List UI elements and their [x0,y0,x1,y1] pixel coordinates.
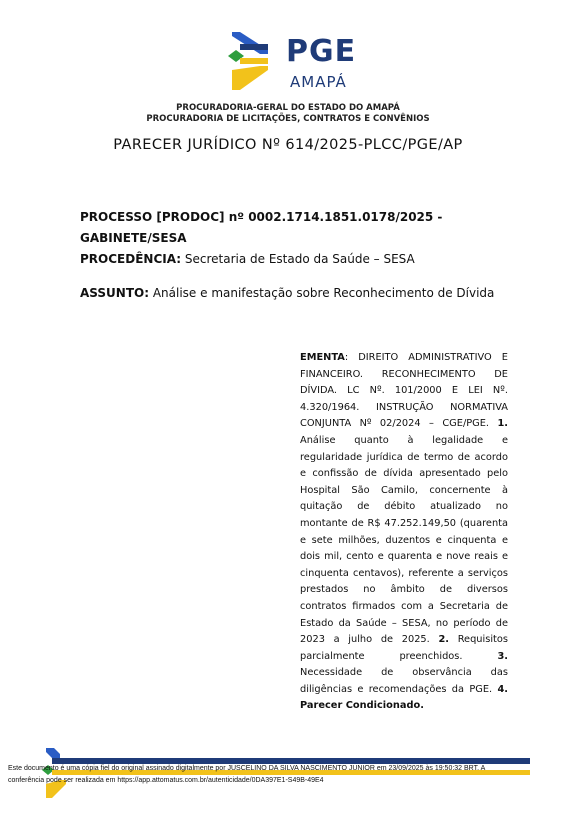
ementa-item-3-text: Necessidade de observância das diligências e recomendações da PGE. [300,667,508,695]
procedencia-line [80,249,500,270]
signature-note-line-1: Este documento é uma cópia fiel do original assinado digitalmente por JUSCELINO DA SILVA NASCIMENTO JUNIOR em 23/09/2025 às 19:50:32 BRT. A [8,765,486,772]
digital-signature-note [8,763,568,787]
pge-logo [228,30,368,94]
ementa-label: EMENTA [300,352,345,363]
ementa-block [300,350,508,715]
ementa-item-2-number: 2. [438,634,450,646]
assunto-line [80,283,500,304]
logo-state-text: AMAPÁ [290,73,347,91]
ementa-item-2-text: Requisitos parcialmente preenchidos. [300,634,508,662]
processo-line-2: GABINETE/SESA [80,231,187,245]
org-line-2: PROCURADORIA DE LICITAÇÕES, CONTRATOS E CONVÊNIOS [146,114,430,124]
pge-logo-mark-icon [228,30,284,92]
assunto-label: ASSUNTO: [80,286,150,300]
processo-block [80,207,500,270]
logo-pge-text: PGE [286,34,357,69]
ementa-item-4-text: Parecer Condicionado. [300,700,424,712]
assunto-value: Análise e manifestação sobre Reconhecimento de Dívida [152,286,495,300]
ementa-item-3-number: 3. [497,650,508,662]
document-title: PARECER JURÍDICO Nº 614/2025-PLCC/PGE/AP [113,137,463,153]
ementa-body: : DIREITO ADMINISTRATIVO E FINANCEIRO. RECONHECIMENTO DE DÍVIDA. LC Nº. 101/2000 E LEI Nº. 4.320/1964. INSTRUÇÃO NORMATIVA CONJUNTA Nº 02/2024 – CGE/PGE. [300,352,508,430]
org-line-1: PROCURADORIA-GERAL DO ESTADO DO AMAPÁ [176,103,400,113]
ementa-item-1-number: 1. [497,418,508,430]
processo-line-1: PROCESSO [PRODOC] nº 0002.1714.1851.0178/2025 - [80,210,443,224]
ementa-item-4-number: 4. [497,683,508,695]
procedencia-value: Secretaria de Estado da Saúde – SESA [184,252,415,266]
procedencia-label: PROCEDÊNCIA: [80,252,182,266]
signature-note-line-2: conferência pode ser realizada em https://app.attomatus.com.br/autenticidade/0DA397E1-S49B-49E4 [8,777,324,784]
ementa-item-1-text: Análise quanto à legalidade e regularidade jurídica de termo de acordo e confissão de dívida apresentado pelo Hospital São Camilo, concernente à quitação de débito atualizado no montante de R$ 47.252.149,50 (quarenta e sete milhões, duzentos e cinquenta e dois mil, cento e quarenta e nove reais e cinquenta centavos), referente a serviços prestados no âmbito de diversos contratos firmados com a Secretaria de Estado da Saúde – SESA, no período de 2023 a julho de 2025. [300,434,508,646]
